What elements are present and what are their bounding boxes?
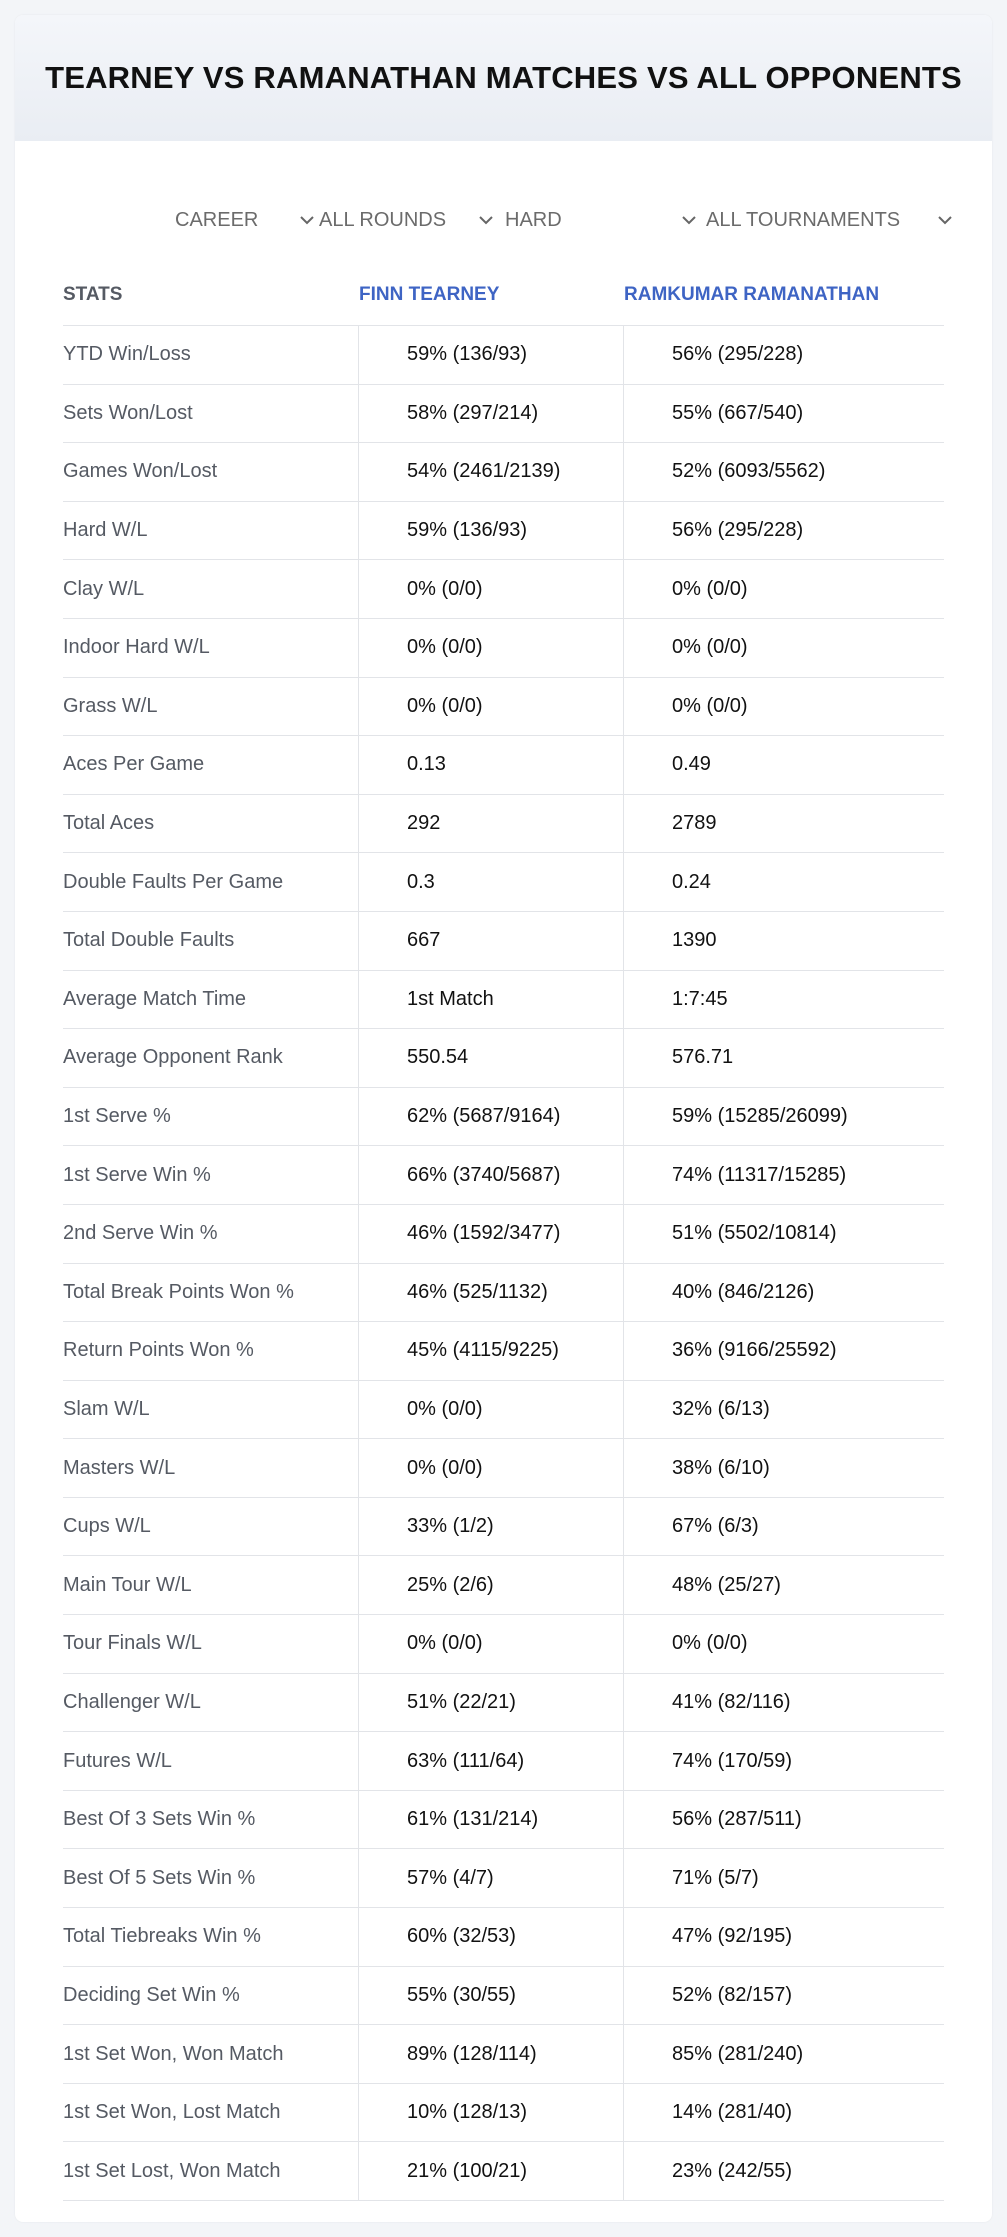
table-header [63,265,944,326]
table-row [63,1322,944,1381]
table-row [63,1381,944,1440]
stat-label: Best Of 3 Sets Win % [63,1791,359,1849]
table-row [63,971,944,1030]
chevron-down-icon [296,209,318,231]
chevron-down-icon [475,209,497,231]
stat-label: Challenger W/L [63,1674,359,1732]
stat-label: Tour Finals W/L [63,1615,359,1673]
chevron-down-icon [678,209,700,231]
player1-value: 59% (136/93) [359,502,624,560]
chevron-down-icon [934,209,956,231]
table-row [63,2025,944,2084]
player1-value: 60% (32/53) [359,1908,624,1966]
player2-value: 0.24 [672,870,711,893]
player2-value: 48% (25/27) [672,1573,781,1596]
table-body [63,326,944,2201]
stat-label: Hard W/L [63,502,359,560]
table-row [63,385,944,444]
stat-label: Double Faults Per Game [63,853,359,911]
table-row [63,1205,944,1264]
table-row [63,1146,944,1205]
stat-label: Masters W/L [63,1439,359,1497]
player2-value: 36% (9166/25592) [672,1339,837,1362]
stat-label: Total Tiebreaks Win % [63,1908,359,1966]
stat-label: Slam W/L [63,1381,359,1439]
stat-label: Return Points Won % [63,1322,359,1380]
table-row [63,1615,944,1674]
player1-value: 59% (136/93) [359,326,624,384]
table-row [63,1439,944,1498]
surface-dropdown[interactable] [505,203,700,237]
table-row [63,326,944,385]
surface-dropdown-label: HARD [505,208,562,231]
career-dropdown[interactable] [175,203,318,237]
player1-value: 1st Match [359,971,624,1029]
stat-label: Deciding Set Win % [63,1967,359,2025]
table-row [63,1264,944,1323]
player1-value: 0.3 [359,853,624,911]
table-row [63,1791,944,1850]
table-row [63,1967,944,2026]
player1-value: 0% (0/0) [359,678,624,736]
stat-label: Clay W/L [63,560,359,618]
player2-value: 52% (6093/5562) [672,460,826,483]
player2-value: 0% (0/0) [672,694,748,717]
player1-value: 46% (1592/3477) [359,1205,624,1263]
stat-label: Main Tour W/L [63,1556,359,1614]
stat-label: 1st Serve % [63,1088,359,1146]
stat-label: Sets Won/Lost [63,385,359,443]
player2-value: 74% (170/59) [672,1749,793,1772]
stat-label: 2nd Serve Win % [63,1205,359,1263]
stat-label: Cups W/L [63,1498,359,1556]
stat-label: Average Match Time [63,971,359,1029]
player2-value: 38% (6/10) [672,1456,770,1479]
page-title: TEARNEY VS RAMANATHAN MATCHES VS ALL OPPONENTS [45,60,962,95]
stat-label: Aces Per Game [63,736,359,794]
stat-label: 1st Set Lost, Won Match [63,2142,359,2200]
table-row [63,1908,944,1967]
stat-label: Games Won/Lost [63,443,359,501]
stat-label: Average Opponent Rank [63,1029,359,1087]
player2-value: 2789 [672,812,717,835]
player1-value: 33% (1/2) [359,1498,624,1556]
stat-label: Indoor Hard W/L [63,619,359,677]
player2-value: 1:7:45 [672,987,728,1010]
stat-label: 1st Set Won, Won Match [63,2025,359,2083]
stats-table [63,265,944,2201]
player2-value: 47% (92/195) [672,1925,793,1948]
player1-value: 10% (128/13) [359,2084,624,2142]
table-row [63,560,944,619]
table-row [63,1674,944,1733]
rounds-dropdown-label: ALL ROUNDS [319,208,447,231]
stat-label: 1st Serve Win % [63,1146,359,1204]
player1-value: 0% (0/0) [359,619,624,677]
stat-label: Total Break Points Won % [63,1264,359,1322]
table-row [63,1556,944,1615]
stats-card [15,15,992,2222]
player1-value: 57% (4/7) [359,1849,624,1907]
table-row [63,795,944,854]
player2-value: 51% (5502/10814) [672,1222,837,1245]
player2-value: 32% (6/13) [672,1397,770,1420]
player2-value: 67% (6/3) [672,1515,759,1538]
table-row [63,678,944,737]
column-header-stats: STATS [63,284,123,305]
table-row [63,1088,944,1147]
tournaments-dropdown[interactable] [706,203,956,237]
player1-value: 45% (4115/9225) [359,1322,624,1380]
stat-label: Futures W/L [63,1732,359,1790]
player1-value: 550.54 [359,1029,624,1087]
table-row [63,1732,944,1791]
player2-value: 85% (281/240) [672,2042,804,2065]
player2-value: 56% (287/511) [672,1808,802,1831]
page-header [15,15,992,141]
stat-label: Total Double Faults [63,912,359,970]
tournaments-dropdown-label: ALL TOURNAMENTS [706,208,901,231]
player1-value: 0% (0/0) [359,1381,624,1439]
player2-value: 74% (11317/15285) [672,1163,847,1186]
table-row [63,1029,944,1088]
table-row [63,1849,944,1908]
table-row [63,619,944,678]
player1-value: 54% (2461/2139) [359,443,624,501]
stat-label: YTD Win/Loss [63,326,359,384]
stat-label: 1st Set Won, Lost Match [63,2084,359,2142]
player1-value: 63% (111/64) [359,1732,624,1790]
player2-value: 41% (82/116) [672,1690,791,1713]
player2-value: 0% (0/0) [672,636,748,659]
player1-value: 21% (100/21) [359,2142,624,2200]
stat-label: Grass W/L [63,678,359,736]
player2-value: 0.49 [672,753,711,776]
player2-value: 59% (15285/26099) [672,1105,848,1128]
rounds-dropdown[interactable] [319,203,497,237]
player2-value: 52% (82/157) [672,1983,793,2006]
table-row [63,2084,944,2143]
player1-value: 55% (30/55) [359,1967,624,2025]
player2-value: 55% (667/540) [672,401,804,424]
player2-value: 56% (295/228) [672,519,804,542]
player2-value: 1390 [672,929,717,952]
player2-value: 0% (0/0) [672,577,748,600]
player2-value: 56% (295/228) [672,343,804,366]
table-row [63,443,944,502]
table-row [63,853,944,912]
player1-value: 0% (0/0) [359,1615,624,1673]
player1-value: 58% (297/214) [359,385,624,443]
stat-label: Best Of 5 Sets Win % [63,1849,359,1907]
player1-value: 0.13 [359,736,624,794]
player1-value: 46% (525/1132) [359,1264,624,1322]
table-row [63,2142,944,2201]
table-row [63,912,944,971]
filter-bar [15,189,992,249]
player1-value: 61% (131/214) [359,1791,624,1849]
player2-value: 71% (5/7) [672,1866,759,1889]
stat-label: Total Aces [63,795,359,853]
player2-value: 23% (242/55) [672,2159,793,2182]
player1-value: 667 [359,912,624,970]
player1-value: 89% (128/114) [359,2025,624,2083]
player2-value: 40% (846/2126) [672,1280,815,1303]
player2-value: 14% (281/40) [672,2101,793,2124]
table-row [63,502,944,561]
column-header-player2[interactable]: RAMKUMAR RAMANATHAN [624,284,880,305]
player1-value: 25% (2/6) [359,1556,624,1614]
player1-value: 51% (22/21) [359,1674,624,1732]
table-row [63,1498,944,1557]
player2-value: 0% (0/0) [672,1632,748,1655]
player1-value: 62% (5687/9164) [359,1088,624,1146]
career-dropdown-label: CAREER [175,208,259,231]
player2-value: 576.71 [672,1046,734,1069]
column-header-player1[interactable]: FINN TEARNEY [359,284,500,305]
table-row [63,736,944,795]
player1-value: 66% (3740/5687) [359,1146,624,1204]
player1-value: 0% (0/0) [359,560,624,618]
player1-value: 0% (0/0) [359,1439,624,1497]
player1-value: 292 [359,795,624,853]
